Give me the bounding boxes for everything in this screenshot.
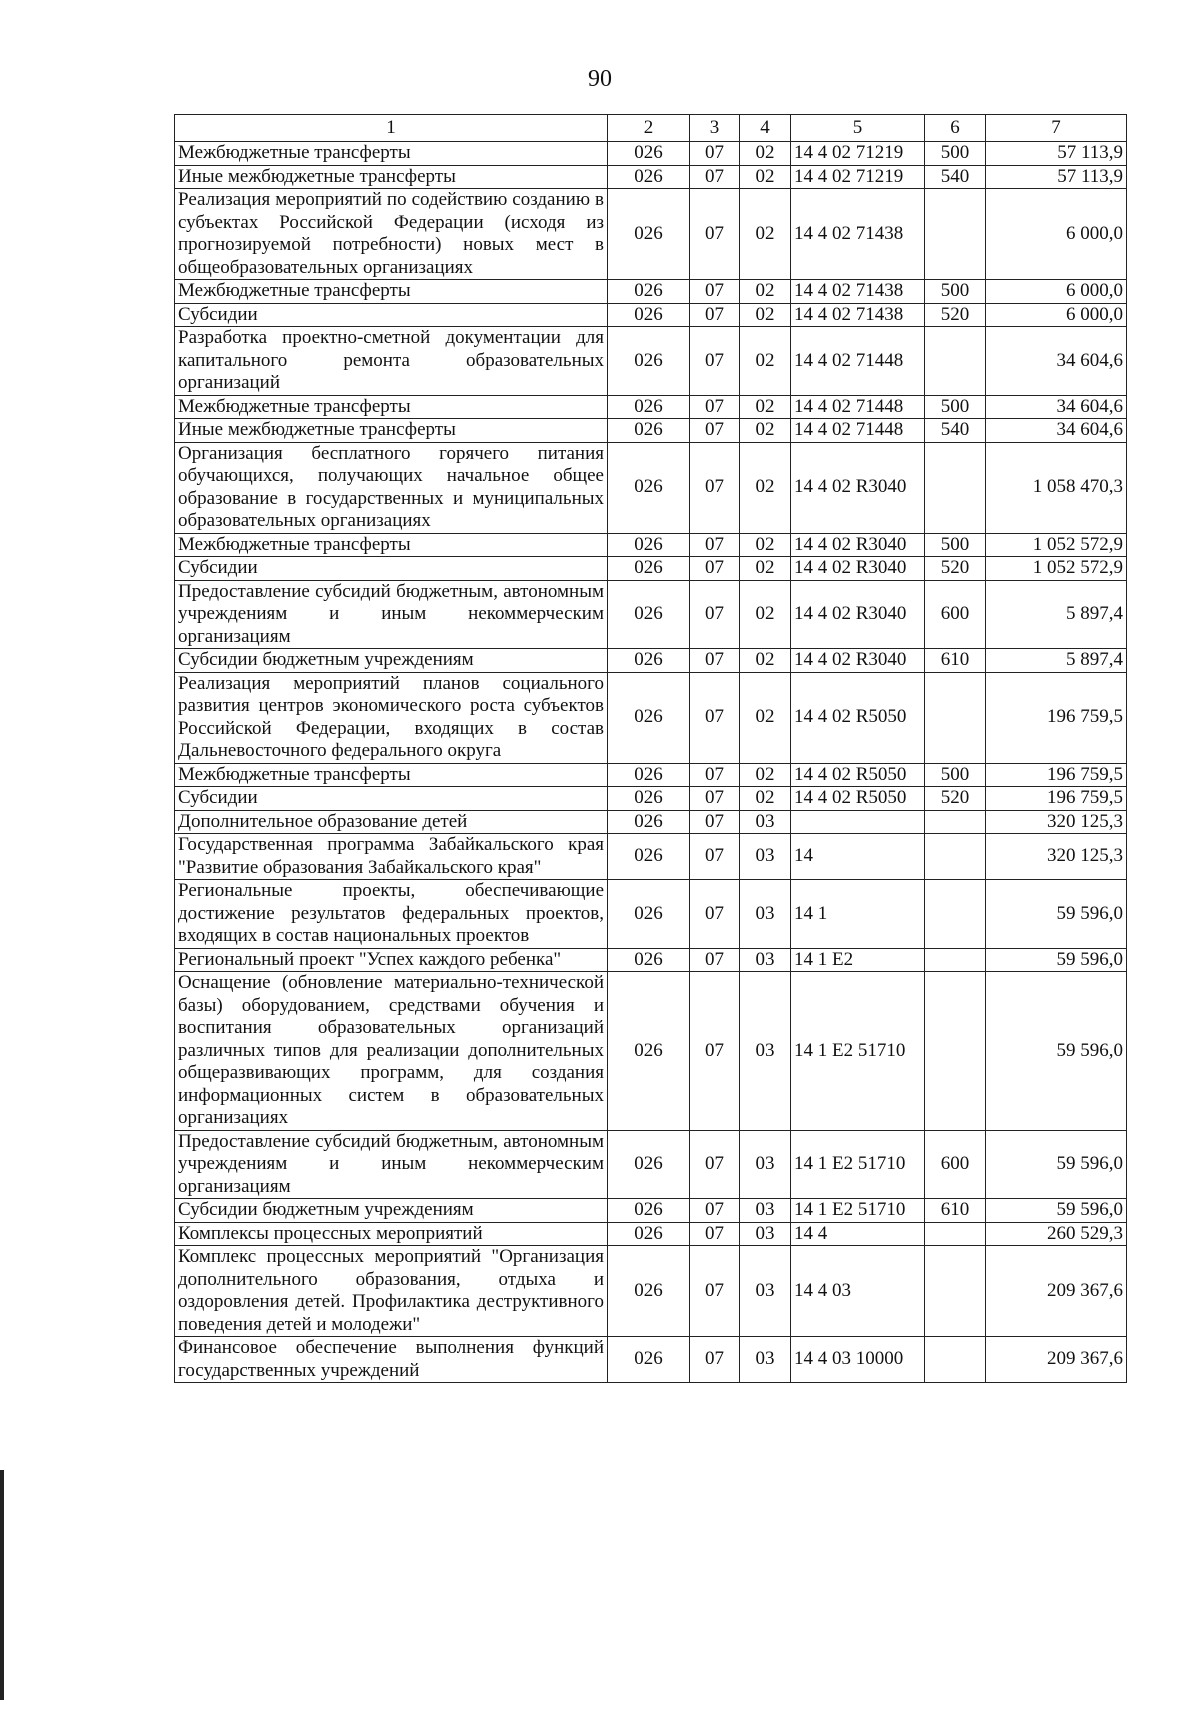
table-row: [175, 142, 1127, 166]
row-code-cell: 026: [608, 787, 690, 811]
row-name-cell: Региональный проект "Успех каждого ребенка": [175, 948, 608, 972]
row-name-cell: Региональные проекты, обеспечивающие достижение результатов федеральных проектов, входящих в состав национальных проектов: [175, 880, 608, 949]
row-section-cell: 07: [690, 142, 740, 166]
table-row: [175, 189, 1127, 280]
row-name-cell: Субсидии бюджетным учреждениям: [175, 1199, 608, 1223]
row-code-cell: 026: [608, 834, 690, 880]
table-row: [175, 303, 1127, 327]
row-target-article-cell: [791, 810, 925, 834]
row-section-cell: 07: [690, 189, 740, 280]
row-expense-type-cell: 500: [925, 533, 986, 557]
row-name-cell: Субсидии: [175, 557, 608, 581]
row-amount-cell: 6 000,0: [986, 303, 1127, 327]
table-row: [175, 649, 1127, 673]
row-section-cell: 07: [690, 280, 740, 304]
row-section-cell: 07: [690, 972, 740, 1131]
row-section-cell: 07: [690, 1246, 740, 1337]
row-section-cell: 07: [690, 810, 740, 834]
row-expense-type-cell: [925, 972, 986, 1131]
row-name-cell: Реализация мероприятий планов социального развития центров экономического роста субъектов Российской Федерации, входящих в состав Дальневосточного федерального округа: [175, 672, 608, 763]
table-row: [175, 1222, 1127, 1246]
row-name-cell: Межбюджетные трансферты: [175, 280, 608, 304]
row-name-cell: Субсидии: [175, 303, 608, 327]
row-section-cell: 07: [690, 580, 740, 649]
row-subsection-cell: 03: [740, 880, 791, 949]
row-subsection-cell: 02: [740, 327, 791, 396]
row-expense-type-cell: 610: [925, 1199, 986, 1223]
table-row: [175, 1199, 1127, 1223]
row-subsection-cell: 02: [740, 419, 791, 443]
row-name-cell: Государственная программа Забайкальского края "Развитие образования Забайкальского края": [175, 834, 608, 880]
row-expense-type-cell: 500: [925, 763, 986, 787]
row-target-article-cell: 14 4 02 R5050: [791, 672, 925, 763]
table-row: [175, 165, 1127, 189]
row-target-article-cell: 14 1: [791, 880, 925, 949]
row-name-cell: Иные межбюджетные трансферты: [175, 165, 608, 189]
budget-table: [174, 114, 1127, 1383]
row-name-cell: Реализация мероприятий по содействию созданию в субъектах Российской Федерации (исходя из прогнозируемой потребности) новых мест в общеобразовательных организациях: [175, 189, 608, 280]
row-target-article-cell: 14 4 02 R3040: [791, 580, 925, 649]
row-subsection-cell: 02: [740, 280, 791, 304]
row-amount-cell: 1 052 572,9: [986, 557, 1127, 581]
row-name-cell: Оснащение (обновление материально-технической базы) оборудованием, средствами обучения и воспитания образовательных организаций различных типов для реализации дополнительных общеразвивающих программ, для создания информационных систем в образовательных организациях: [175, 972, 608, 1131]
table-row: [175, 580, 1127, 649]
row-code-cell: 026: [608, 189, 690, 280]
row-expense-type-cell: [925, 948, 986, 972]
row-subsection-cell: 02: [740, 649, 791, 673]
table-row: [175, 972, 1127, 1131]
row-section-cell: 07: [690, 672, 740, 763]
row-section-cell: 07: [690, 649, 740, 673]
table-header-row: [175, 115, 1127, 142]
row-amount-cell: 34 604,6: [986, 419, 1127, 443]
row-expense-type-cell: [925, 1337, 986, 1383]
header-cell: 5: [791, 115, 925, 142]
table-row: [175, 672, 1127, 763]
row-amount-cell: 209 367,6: [986, 1337, 1127, 1383]
row-name-cell: Разработка проектно-сметной документации для капитального ремонта образовательных организаций: [175, 327, 608, 396]
row-section-cell: 07: [690, 533, 740, 557]
row-expense-type-cell: 600: [925, 1130, 986, 1199]
header-cell: 6: [925, 115, 986, 142]
row-code-cell: 026: [608, 165, 690, 189]
row-expense-type-cell: 520: [925, 557, 986, 581]
row-amount-cell: 59 596,0: [986, 1130, 1127, 1199]
scan-edge-mark: [0, 1470, 4, 1700]
row-amount-cell: 1 052 572,9: [986, 533, 1127, 557]
row-amount-cell: 6 000,0: [986, 189, 1127, 280]
header-cell: 2: [608, 115, 690, 142]
row-section-cell: 07: [690, 327, 740, 396]
row-section-cell: 07: [690, 1222, 740, 1246]
row-target-article-cell: 14 4 02 71438: [791, 280, 925, 304]
row-amount-cell: 196 759,5: [986, 672, 1127, 763]
row-code-cell: 026: [608, 557, 690, 581]
row-amount-cell: 209 367,6: [986, 1246, 1127, 1337]
table-row: [175, 880, 1127, 949]
row-subsection-cell: 03: [740, 834, 791, 880]
row-amount-cell: 196 759,5: [986, 763, 1127, 787]
row-amount-cell: 59 596,0: [986, 880, 1127, 949]
row-section-cell: 07: [690, 787, 740, 811]
row-amount-cell: 34 604,6: [986, 395, 1127, 419]
row-name-cell: Дополнительное образование детей: [175, 810, 608, 834]
row-code-cell: 026: [608, 533, 690, 557]
row-expense-type-cell: 500: [925, 142, 986, 166]
row-target-article-cell: 14 1 E2: [791, 948, 925, 972]
row-target-article-cell: 14 4 02 71219: [791, 165, 925, 189]
table-row: [175, 395, 1127, 419]
row-expense-type-cell: 520: [925, 303, 986, 327]
row-amount-cell: 196 759,5: [986, 787, 1127, 811]
row-section-cell: 07: [690, 165, 740, 189]
row-subsection-cell: 03: [740, 972, 791, 1131]
row-subsection-cell: 02: [740, 763, 791, 787]
row-subsection-cell: 02: [740, 580, 791, 649]
row-target-article-cell: 14 4 03 10000: [791, 1337, 925, 1383]
header-cell: 1: [175, 115, 608, 142]
row-expense-type-cell: [925, 672, 986, 763]
row-expense-type-cell: 500: [925, 280, 986, 304]
row-code-cell: 026: [608, 142, 690, 166]
row-target-article-cell: 14 4 02 71448: [791, 419, 925, 443]
row-subsection-cell: 02: [740, 395, 791, 419]
row-section-cell: 07: [690, 442, 740, 533]
row-target-article-cell: 14 1 E2 51710: [791, 1199, 925, 1223]
table-row: [175, 533, 1127, 557]
row-subsection-cell: 03: [740, 1199, 791, 1223]
row-section-cell: 07: [690, 763, 740, 787]
row-code-cell: 026: [608, 280, 690, 304]
header-cell: 3: [690, 115, 740, 142]
row-expense-type-cell: [925, 327, 986, 396]
row-amount-cell: 260 529,3: [986, 1222, 1127, 1246]
row-name-cell: Субсидии бюджетным учреждениям: [175, 649, 608, 673]
row-target-article-cell: 14 4 02 R5050: [791, 787, 925, 811]
row-expense-type-cell: [925, 189, 986, 280]
row-amount-cell: 59 596,0: [986, 972, 1127, 1131]
row-code-cell: 026: [608, 1222, 690, 1246]
row-expense-type-cell: 610: [925, 649, 986, 673]
row-expense-type-cell: 600: [925, 580, 986, 649]
row-code-cell: 026: [608, 1337, 690, 1383]
row-section-cell: 07: [690, 1337, 740, 1383]
row-subsection-cell: 02: [740, 533, 791, 557]
row-target-article-cell: 14 4 02 R3040: [791, 649, 925, 673]
row-section-cell: 07: [690, 1199, 740, 1223]
row-name-cell: Субсидии: [175, 787, 608, 811]
row-subsection-cell: 02: [740, 557, 791, 581]
row-code-cell: 026: [608, 395, 690, 419]
row-target-article-cell: 14 4 02 71438: [791, 189, 925, 280]
row-code-cell: 026: [608, 327, 690, 396]
row-target-article-cell: 14 4 02 71448: [791, 327, 925, 396]
row-name-cell: Предоставление субсидий бюджетным, автономным учреждениям и иным некоммерческим организациям: [175, 1130, 608, 1199]
table-row: [175, 557, 1127, 581]
row-target-article-cell: 14 4 02 71438: [791, 303, 925, 327]
row-name-cell: Межбюджетные трансферты: [175, 395, 608, 419]
row-name-cell: Финансовое обеспечение выполнения функций государственных учреждений: [175, 1337, 608, 1383]
row-target-article-cell: 14 4 02 R3040: [791, 557, 925, 581]
row-code-cell: 026: [608, 880, 690, 949]
row-subsection-cell: 03: [740, 810, 791, 834]
row-code-cell: 026: [608, 1246, 690, 1337]
row-target-article-cell: 14: [791, 834, 925, 880]
row-name-cell: Комплекс процессных мероприятий "Организация дополнительного образования, отдыха и оздоровления детей. Профилактика деструктивного поведения детей и молодежи": [175, 1246, 608, 1337]
row-code-cell: 026: [608, 649, 690, 673]
row-name-cell: Межбюджетные трансферты: [175, 763, 608, 787]
row-amount-cell: 59 596,0: [986, 948, 1127, 972]
table-row: [175, 763, 1127, 787]
row-target-article-cell: 14 4 03: [791, 1246, 925, 1337]
row-target-article-cell: 14 1 E2 51710: [791, 1130, 925, 1199]
table-row: [175, 948, 1127, 972]
row-code-cell: 026: [608, 1130, 690, 1199]
row-amount-cell: 34 604,6: [986, 327, 1127, 396]
row-target-article-cell: 14 4 02 71219: [791, 142, 925, 166]
row-section-cell: 07: [690, 948, 740, 972]
row-amount-cell: 5 897,4: [986, 649, 1127, 673]
row-amount-cell: 59 596,0: [986, 1199, 1127, 1223]
row-expense-type-cell: [925, 1246, 986, 1337]
row-section-cell: 07: [690, 1130, 740, 1199]
row-code-cell: 026: [608, 442, 690, 533]
row-code-cell: 026: [608, 419, 690, 443]
row-code-cell: 026: [608, 580, 690, 649]
table-row: [175, 280, 1127, 304]
row-subsection-cell: 03: [740, 1246, 791, 1337]
row-name-cell: Межбюджетные трансферты: [175, 142, 608, 166]
row-subsection-cell: 03: [740, 948, 791, 972]
row-code-cell: 026: [608, 972, 690, 1131]
row-target-article-cell: 14 4 02 R3040: [791, 442, 925, 533]
row-target-article-cell: 14 4: [791, 1222, 925, 1246]
table-row: [175, 442, 1127, 533]
row-subsection-cell: 02: [740, 442, 791, 533]
row-expense-type-cell: [925, 1222, 986, 1246]
row-section-cell: 07: [690, 395, 740, 419]
row-subsection-cell: 03: [740, 1222, 791, 1246]
row-subsection-cell: 02: [740, 672, 791, 763]
table-row: [175, 810, 1127, 834]
row-section-cell: 07: [690, 834, 740, 880]
row-name-cell: Организация бесплатного горячего питания обучающихся, получающих начальное общее образование в государственных и муниципальных образовательных организациях: [175, 442, 608, 533]
row-subsection-cell: 03: [740, 1337, 791, 1383]
row-target-article-cell: 14 1 E2 51710: [791, 972, 925, 1131]
row-amount-cell: 57 113,9: [986, 142, 1127, 166]
row-subsection-cell: 03: [740, 1130, 791, 1199]
table-row: [175, 1246, 1127, 1337]
row-amount-cell: 5 897,4: [986, 580, 1127, 649]
table-row: [175, 1130, 1127, 1199]
row-code-cell: 026: [608, 763, 690, 787]
row-code-cell: 026: [608, 1199, 690, 1223]
table-row: [175, 419, 1127, 443]
row-expense-type-cell: 520: [925, 787, 986, 811]
row-name-cell: Комплексы процессных мероприятий: [175, 1222, 608, 1246]
row-subsection-cell: 02: [740, 165, 791, 189]
table-row: [175, 1337, 1127, 1383]
row-subsection-cell: 02: [740, 189, 791, 280]
row-target-article-cell: 14 4 02 R5050: [791, 763, 925, 787]
row-expense-type-cell: [925, 442, 986, 533]
table-row: [175, 787, 1127, 811]
row-expense-type-cell: [925, 834, 986, 880]
row-subsection-cell: 02: [740, 303, 791, 327]
row-section-cell: 07: [690, 880, 740, 949]
row-code-cell: 026: [608, 948, 690, 972]
row-target-article-cell: 14 4 02 71448: [791, 395, 925, 419]
row-amount-cell: 320 125,3: [986, 834, 1127, 880]
row-subsection-cell: 02: [740, 787, 791, 811]
row-target-article-cell: 14 4 02 R3040: [791, 533, 925, 557]
row-code-cell: 026: [608, 810, 690, 834]
page-number: 90: [588, 66, 612, 92]
row-amount-cell: 57 113,9: [986, 165, 1127, 189]
row-amount-cell: 320 125,3: [986, 810, 1127, 834]
row-subsection-cell: 02: [740, 142, 791, 166]
row-expense-type-cell: [925, 810, 986, 834]
table-row: [175, 834, 1127, 880]
row-section-cell: 07: [690, 303, 740, 327]
row-expense-type-cell: 540: [925, 165, 986, 189]
row-expense-type-cell: [925, 880, 986, 949]
header-cell: 4: [740, 115, 791, 142]
header-cell: 7: [986, 115, 1127, 142]
row-section-cell: 07: [690, 557, 740, 581]
row-name-cell: Межбюджетные трансферты: [175, 533, 608, 557]
row-expense-type-cell: 540: [925, 419, 986, 443]
table-row: [175, 327, 1127, 396]
row-name-cell: Предоставление субсидий бюджетным, автономным учреждениям и иным некоммерческим организациям: [175, 580, 608, 649]
row-section-cell: 07: [690, 419, 740, 443]
row-amount-cell: 1 058 470,3: [986, 442, 1127, 533]
row-code-cell: 026: [608, 672, 690, 763]
row-name-cell: Иные межбюджетные трансферты: [175, 419, 608, 443]
row-code-cell: 026: [608, 303, 690, 327]
row-amount-cell: 6 000,0: [986, 280, 1127, 304]
row-expense-type-cell: 500: [925, 395, 986, 419]
